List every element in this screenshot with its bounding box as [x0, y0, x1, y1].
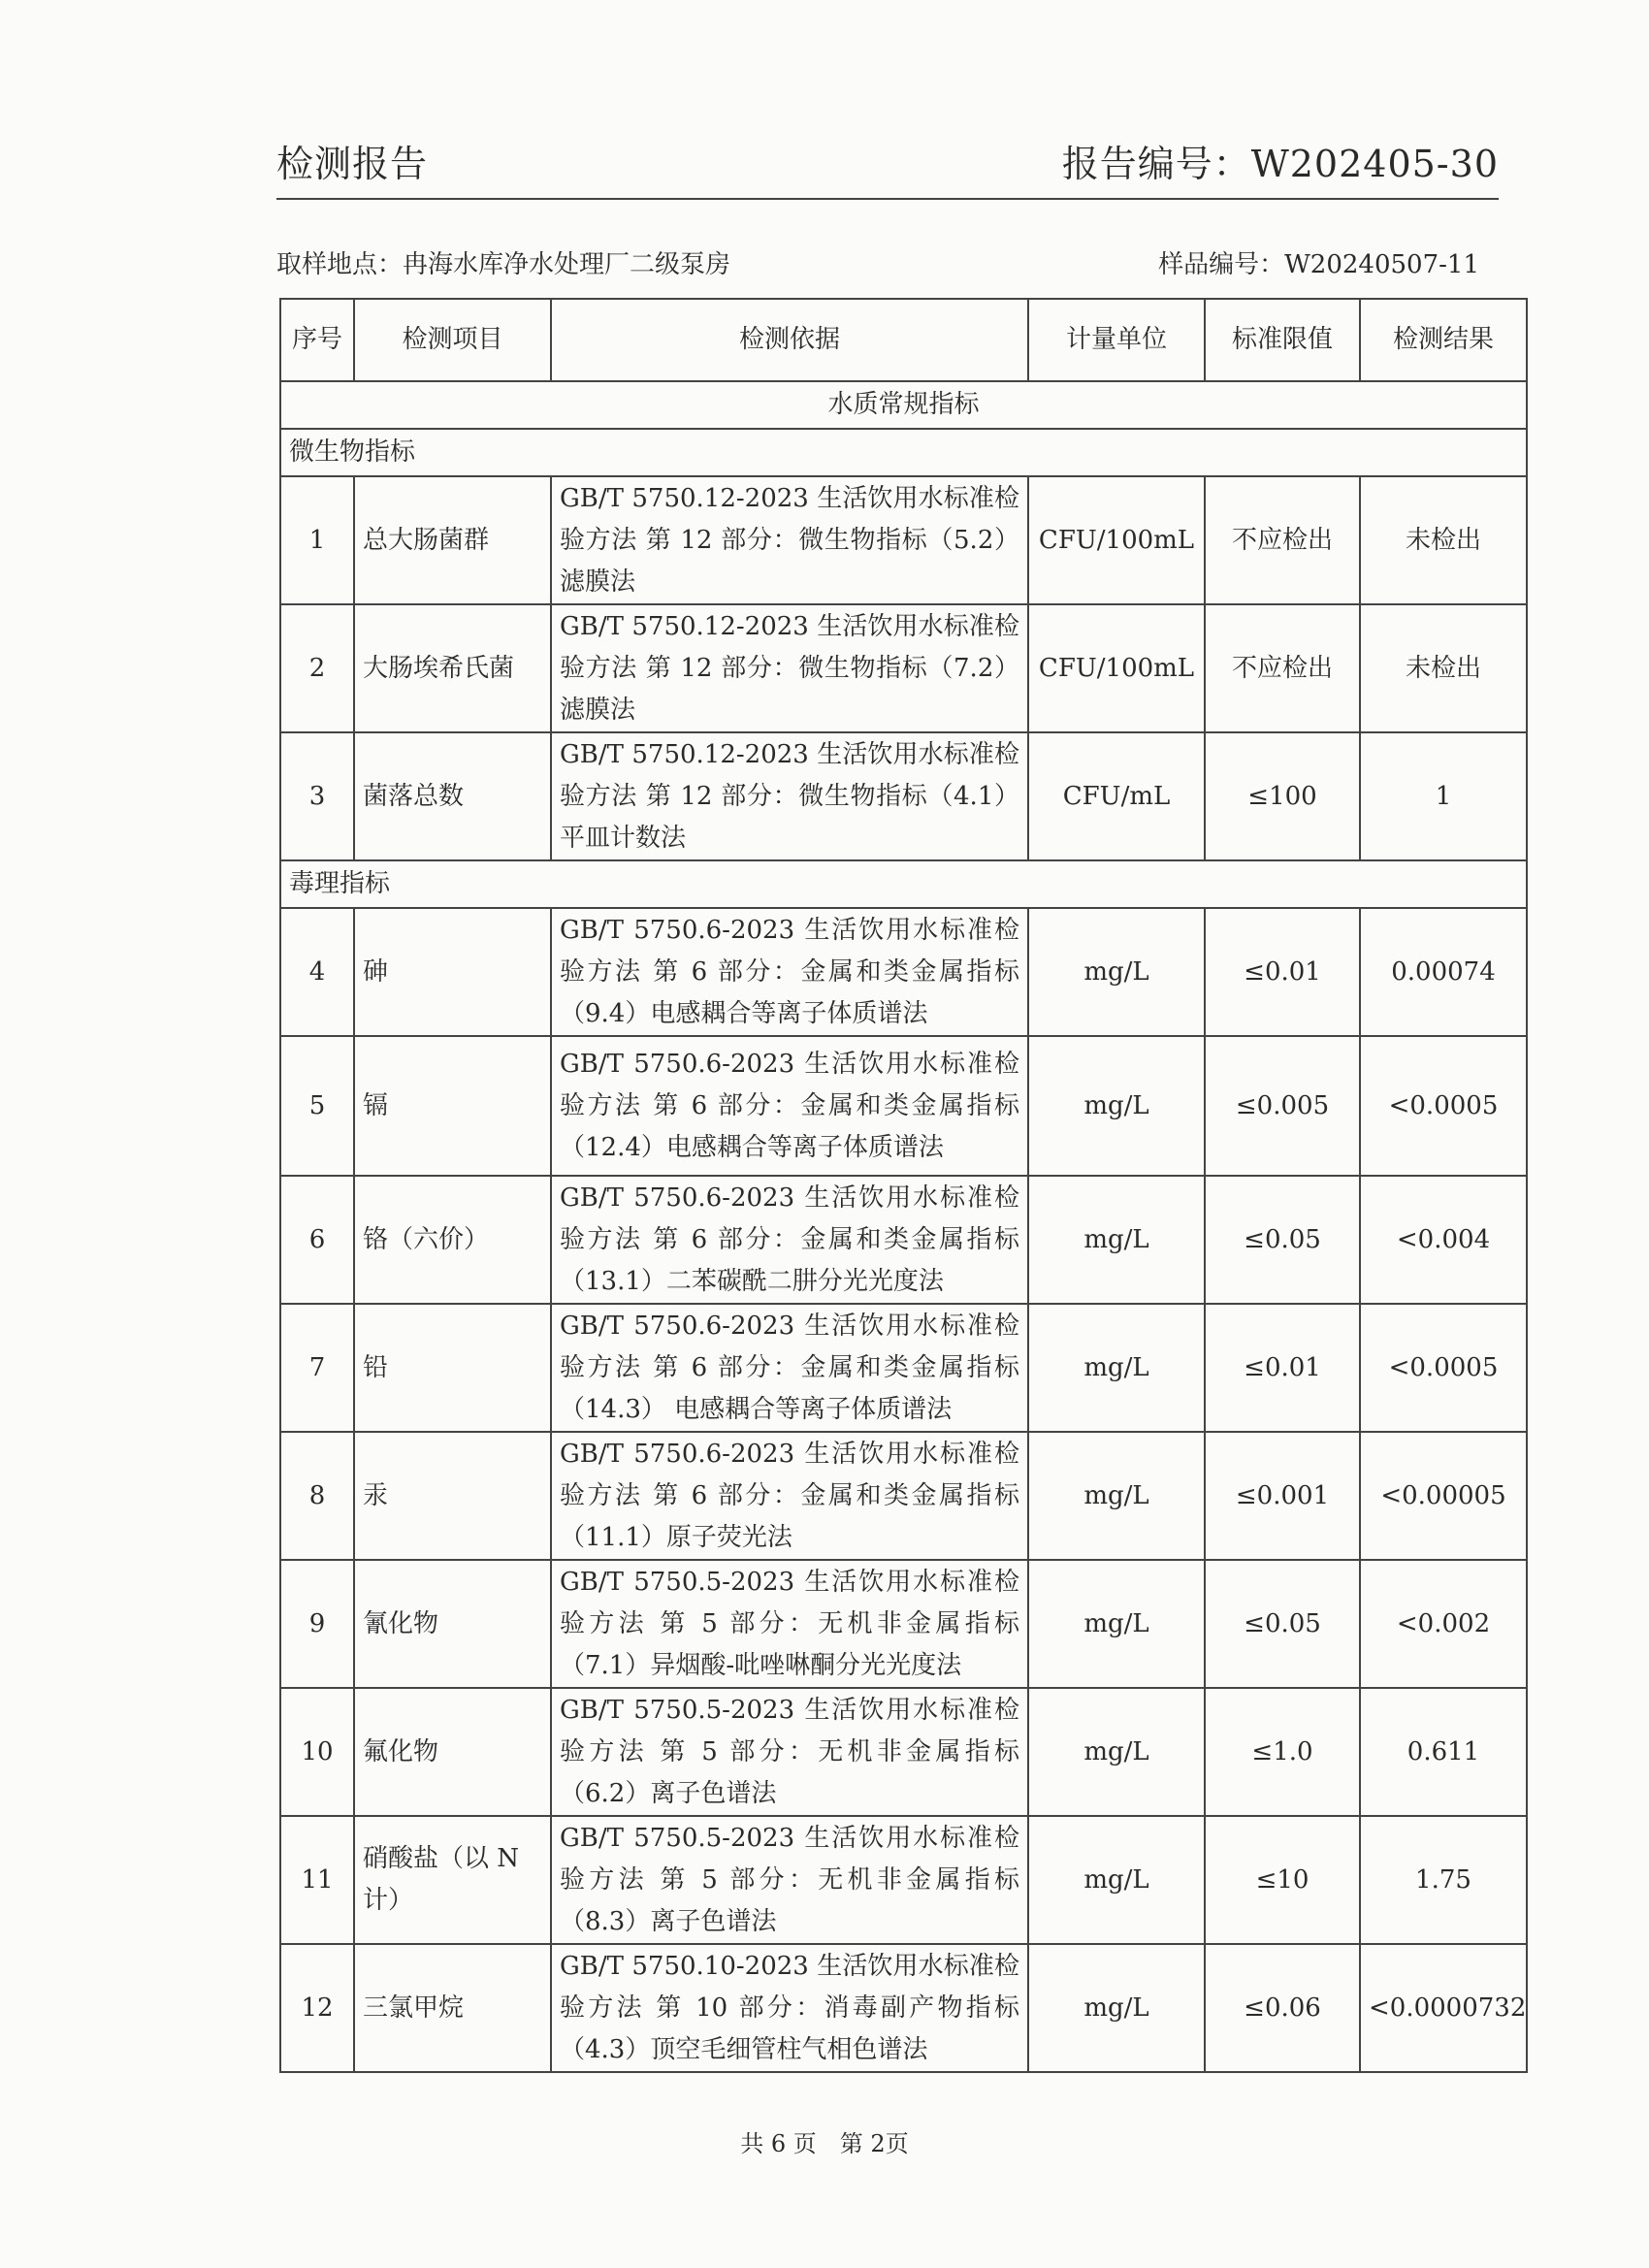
section-title: 水质常规指标	[280, 381, 1527, 429]
unit: mg/L	[1028, 1176, 1205, 1304]
table-row	[280, 1944, 1527, 2072]
test-basis: GB/T 5750.10-2023 生活饮用水标准检验方法 第 10 部分：消毒副产物指标（4.3）顶空毛细管柱气相色谱法	[551, 1944, 1028, 2072]
unit: mg/L	[1028, 1560, 1205, 1688]
table-row	[280, 1304, 1527, 1432]
standard-limit: ≤0.01	[1205, 1304, 1360, 1432]
standard-limit: ≤0.05	[1205, 1560, 1360, 1688]
report-number: 报告编号：W202405-30	[1061, 143, 1499, 185]
table-row	[280, 1036, 1527, 1176]
unit: mg/L	[1028, 1944, 1205, 2072]
row-number: 6	[280, 1176, 354, 1304]
row-number: 2	[280, 604, 354, 732]
test-item: 铬（六价）	[354, 1176, 551, 1304]
standard-limit: ≤10	[1205, 1816, 1360, 1944]
test-item: 铅	[354, 1304, 551, 1432]
standard-limit: ≤0.01	[1205, 908, 1360, 1036]
test-result: 未检出	[1360, 476, 1527, 604]
row-number: 4	[280, 908, 354, 1036]
test-basis: GB/T 5750.6-2023 生活饮用水标准检验方法 第 6 部分：金属和类金属指标（13.1）二苯碳酰二肼分光光度法	[551, 1176, 1028, 1304]
sampling-site: 取样地点：冉海水库净水处理厂二级泵房	[276, 250, 731, 279]
standard-limit: ≤0.005	[1205, 1036, 1360, 1176]
report-title: 检测报告	[276, 143, 429, 185]
table-row	[280, 1688, 1527, 1816]
test-item: 氰化物	[354, 1560, 551, 1688]
test-result: 1	[1360, 732, 1527, 860]
table-row	[280, 476, 1527, 604]
unit: CFU/100mL	[1028, 604, 1205, 732]
table-row	[280, 1432, 1527, 1560]
unit: mg/L	[1028, 1036, 1205, 1176]
test-basis: GB/T 5750.12-2023 生活饮用水标准检验方法 第 12 部分：微生物指标（4.1）平皿计数法	[551, 732, 1028, 860]
test-item: 菌落总数	[354, 732, 551, 860]
row-number: 3	[280, 732, 354, 860]
test-item: 氟化物	[354, 1688, 551, 1816]
test-item: 三氯甲烷	[354, 1944, 551, 2072]
test-basis: GB/T 5750.12-2023 生活饮用水标准检验方法 第 12 部分：微生物指标（7.2）滤膜法	[551, 604, 1028, 732]
unit: mg/L	[1028, 1432, 1205, 1560]
test-result: <0.0005	[1360, 1036, 1527, 1176]
row-number: 1	[280, 476, 354, 604]
test-basis: GB/T 5750.5-2023 生活饮用水标准检验方法 第 5 部分：无机非金属指标（8.3）离子色谱法	[551, 1816, 1028, 1944]
test-basis: GB/T 5750.6-2023 生活饮用水标准检验方法 第 6 部分：金属和类金属指标（11.1）原子荧光法	[551, 1432, 1028, 1560]
test-item: 汞	[354, 1432, 551, 1560]
unit: mg/L	[1028, 1688, 1205, 1816]
sample-meta	[276, 244, 1479, 283]
test-result: 1.75	[1360, 1816, 1527, 1944]
test-basis: GB/T 5750.6-2023 生活饮用水标准检验方法 第 6 部分：金属和类金属指标（14.3） 电感耦合等离子体质谱法	[551, 1304, 1028, 1432]
standard-limit: ≤100	[1205, 732, 1360, 860]
test-result: 0.00074	[1360, 908, 1527, 1036]
row-number: 5	[280, 1036, 354, 1176]
column-header: 检测依据	[551, 299, 1028, 381]
results-table	[279, 298, 1528, 2073]
test-result: 未检出	[1360, 604, 1527, 732]
column-header: 计量单位	[1028, 299, 1205, 381]
row-number: 10	[280, 1688, 354, 1816]
unit: CFU/100mL	[1028, 476, 1205, 604]
category-row	[280, 429, 1527, 476]
test-item: 总大肠菌群	[354, 476, 551, 604]
test-result: <0.004	[1360, 1176, 1527, 1304]
test-item: 大肠埃希氏菌	[354, 604, 551, 732]
category-row	[280, 860, 1527, 908]
test-item: 镉	[354, 1036, 551, 1176]
standard-limit: ≤0.001	[1205, 1432, 1360, 1560]
table-row	[280, 1560, 1527, 1688]
test-basis: GB/T 5750.6-2023 生活饮用水标准检验方法 第 6 部分：金属和类金属指标（9.4）电感耦合等离子体质谱法	[551, 908, 1028, 1036]
unit: mg/L	[1028, 908, 1205, 1036]
category-title: 毒理指标	[280, 860, 1527, 908]
sample-number: 样品编号：W20240507-11	[1158, 250, 1479, 279]
test-basis: GB/T 5750.5-2023 生活饮用水标准检验方法 第 5 部分：无机非金属指标（6.2）离子色谱法	[551, 1688, 1028, 1816]
row-number: 12	[280, 1944, 354, 2072]
unit: mg/L	[1028, 1816, 1205, 1944]
row-number: 11	[280, 1816, 354, 1944]
table-row	[280, 604, 1527, 732]
column-header: 检测结果	[1360, 299, 1527, 381]
unit: mg/L	[1028, 1304, 1205, 1432]
test-result: <0.0005	[1360, 1304, 1527, 1432]
table-row	[280, 732, 1527, 860]
table-body	[280, 381, 1527, 2072]
standard-limit: ≤1.0	[1205, 1688, 1360, 1816]
row-number: 8	[280, 1432, 354, 1560]
test-basis: GB/T 5750.6-2023 生活饮用水标准检验方法 第 6 部分：金属和类金属指标（12.4）电感耦合等离子体质谱法	[551, 1036, 1028, 1176]
unit: CFU/mL	[1028, 732, 1205, 860]
column-header: 标准限值	[1205, 299, 1360, 381]
table-row	[280, 1176, 1527, 1304]
test-item: 砷	[354, 908, 551, 1036]
standard-limit: ≤0.05	[1205, 1176, 1360, 1304]
test-result: 0.611	[1360, 1688, 1527, 1816]
test-item: 硝酸盐（以 N 计）	[354, 1816, 551, 1944]
test-result: <0.0000732	[1360, 1944, 1527, 2072]
test-basis: GB/T 5750.5-2023 生活饮用水标准检验方法 第 5 部分：无机非金属指标（7.1）异烟酸-吡唑啉酮分光光度法	[551, 1560, 1028, 1688]
report-header	[276, 134, 1499, 192]
row-number: 7	[280, 1304, 354, 1432]
column-header: 检测项目	[354, 299, 551, 381]
row-number: 9	[280, 1560, 354, 1688]
test-basis: GB/T 5750.12-2023 生活饮用水标准检验方法 第 12 部分：微生物指标（5.2）滤膜法	[551, 476, 1028, 604]
category-title: 微生物指标	[280, 429, 1527, 476]
table-row	[280, 1816, 1527, 1944]
page-footer: 共 6 页 第 2页	[740, 2130, 909, 2157]
standard-limit: ≤0.06	[1205, 1944, 1360, 2072]
column-header: 序号	[280, 299, 354, 381]
standard-limit: 不应检出	[1205, 604, 1360, 732]
test-result: <0.002	[1360, 1560, 1527, 1688]
standard-limit: 不应检出	[1205, 476, 1360, 604]
table-header-row	[280, 299, 1527, 381]
section-row	[280, 381, 1527, 429]
table-row	[280, 908, 1527, 1036]
header-divider	[276, 198, 1499, 200]
test-result: <0.00005	[1360, 1432, 1527, 1560]
